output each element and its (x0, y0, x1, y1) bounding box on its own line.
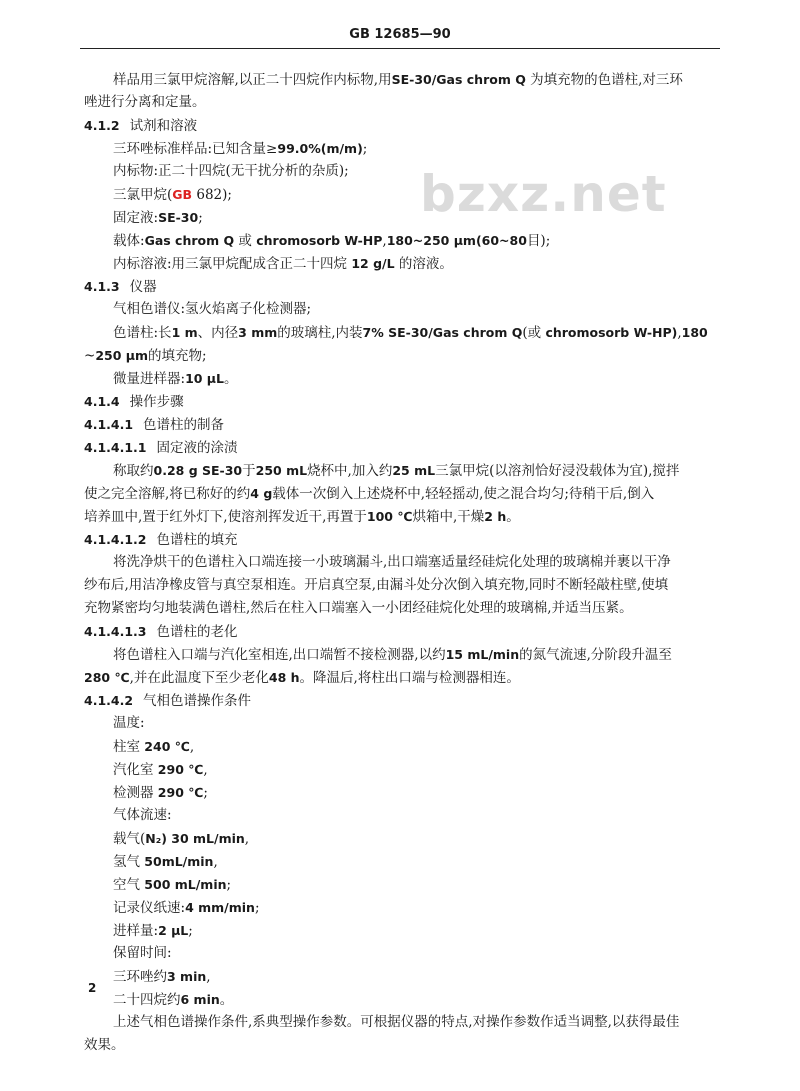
text-line: 色谱柱:长1 m、内径3 mm的玻璃柱,内装7% SE-30/Gas chrom Q(或 chromosorb W-HP),180 (113, 325, 708, 341)
section-heading (84, 114, 720, 137)
text-line: 汽化室 290 ℃, (113, 762, 208, 778)
text-line: 二十四烷约6 min。 (113, 992, 234, 1008)
text-line: 三环唑约3 min, (113, 969, 211, 985)
section-title: 固定液的涂渍 (156, 440, 238, 456)
text-line: 记录仪纸速:4 mm/min; (113, 900, 260, 916)
text-line: 内标物:正二十四烷(无干扰分析的杂质); (113, 163, 349, 179)
section-number: 4.1.4.2 (84, 693, 134, 708)
section-title: 仪器 (129, 279, 157, 295)
text-line: 氢气 50mL/min, (113, 854, 218, 870)
text-line: 将色谱柱入口端与汽化室相连,出口端暂不接检测器,以约15 mL/min的氮气流速,分阶段升温至 (113, 647, 672, 663)
text-line: 检测器 290 ℃; (113, 785, 208, 801)
text-line: 将洗净烘干的色谱柱入口端连接一小玻璃漏斗,出口端塞适量经硅烷化处理的玻璃棉并裹以干净 (113, 554, 671, 570)
text-line: 充物紧密均匀地装满色谱柱,然后在柱入口端塞入一小团经硅烷化处理的玻璃棉,并适当压紧。 (84, 600, 633, 616)
section-title: 色谱柱的填充 (156, 532, 238, 548)
text-line: 称取约0.28 g SE-30于250 mL烧杯中,加入约25 mL三氯甲烷(以溶剂恰好浸没载体为宜),搅拌 (113, 463, 680, 479)
standard-number: GB 12685—90 (349, 27, 451, 42)
text-line: 效果。 (84, 1037, 125, 1053)
text-line: 使之完全溶解,将已称好的约4 g载体一次倒入上述烧杯中,轻轻摇动,使之混合均匀;待稍干后,倒入 (84, 486, 655, 502)
text-line: 唑进行分离和定量。 (84, 94, 206, 110)
text-line: 280 ℃,并在此温度下至少老化48 h。降温后,将柱出口端与检测器相连。 (84, 670, 520, 686)
section-heading (84, 413, 720, 436)
section-number: 4.1.4.1.3 (84, 624, 147, 639)
section-number: 4.1.3 (84, 279, 120, 294)
text-line: 内标溶液:用三氯甲烷配成含正二十四烷 12 g/L 的溶液。 (113, 256, 453, 272)
section-heading (84, 620, 720, 643)
section-heading (84, 275, 720, 298)
text-line: 空气 500 mL/min; (113, 877, 232, 893)
section-heading (84, 436, 720, 459)
text-line: 三环唑标准样品:已知含量≥99.0%(m/m); (113, 141, 368, 157)
text-line: 三氯甲烷(GB 682); (113, 187, 232, 203)
text-line: 样品用三氯甲烷溶解,以正二十四烷作内标物,用SE-30/Gas chrom Q 为填充物的色谱柱,对三环 (113, 72, 683, 88)
text-line: 保留时间: (113, 945, 172, 961)
page-number: 2 (88, 981, 97, 995)
text-line: 固定液:SE-30; (113, 210, 203, 226)
section-title: 操作步骤 (129, 394, 184, 410)
section-heading (84, 528, 720, 551)
section-number: 4.1.4.1 (84, 417, 134, 432)
text-line: 温度: (113, 715, 145, 731)
section-number: 4.1.2 (84, 118, 120, 133)
page-header (80, 22, 720, 49)
section-number: 4.1.4 (84, 394, 120, 409)
text-line: 进样量:2 μL; (113, 923, 193, 939)
section-number: 4.1.4.1.2 (84, 532, 147, 547)
text-line: 培养皿中,置于红外灯下,使溶剂挥发近干,再置于100 ℃烘箱中,干燥2 h。 (84, 509, 520, 525)
section-title: 气相色谱操作条件 (143, 693, 252, 709)
section-heading (84, 390, 720, 413)
text-line: 微量进样器:10 μL。 (113, 371, 238, 387)
text-line: 气体流速: (113, 807, 172, 823)
section-heading (84, 689, 720, 712)
text-line: 上述气相色谱操作条件,系典型操作参数。可根据仪器的特点,对操作参数作适当调整,以获得最佳 (113, 1014, 680, 1030)
text-line: 载体:Gas chrom Q 或 chromosorb W-HP,180~250 μm(60~80目); (113, 233, 551, 249)
text-line: ~250 μm的填充物; (84, 348, 207, 364)
section-title: 色谱柱的制备 (143, 417, 225, 433)
section-title: 色谱柱的老化 (156, 624, 238, 640)
watermark-logo: bzxz.net (420, 165, 667, 223)
text-line: 纱布后,用洁净橡皮管与真空泵相连。开启真空泵,由漏斗处分次倒入填充物,同时不断轻敲柱壁,使填 (84, 577, 669, 593)
text-line: 载气(N₂) 30 mL/min, (113, 831, 250, 847)
document-body (84, 68, 720, 1057)
section-number: 4.1.4.1.1 (84, 440, 147, 455)
text-line: 气相色谱仪:氢火焰离子化检测器; (113, 301, 312, 317)
text-line: 柱室 240 ℃, (113, 739, 195, 755)
section-title: 试剂和溶液 (129, 118, 198, 134)
